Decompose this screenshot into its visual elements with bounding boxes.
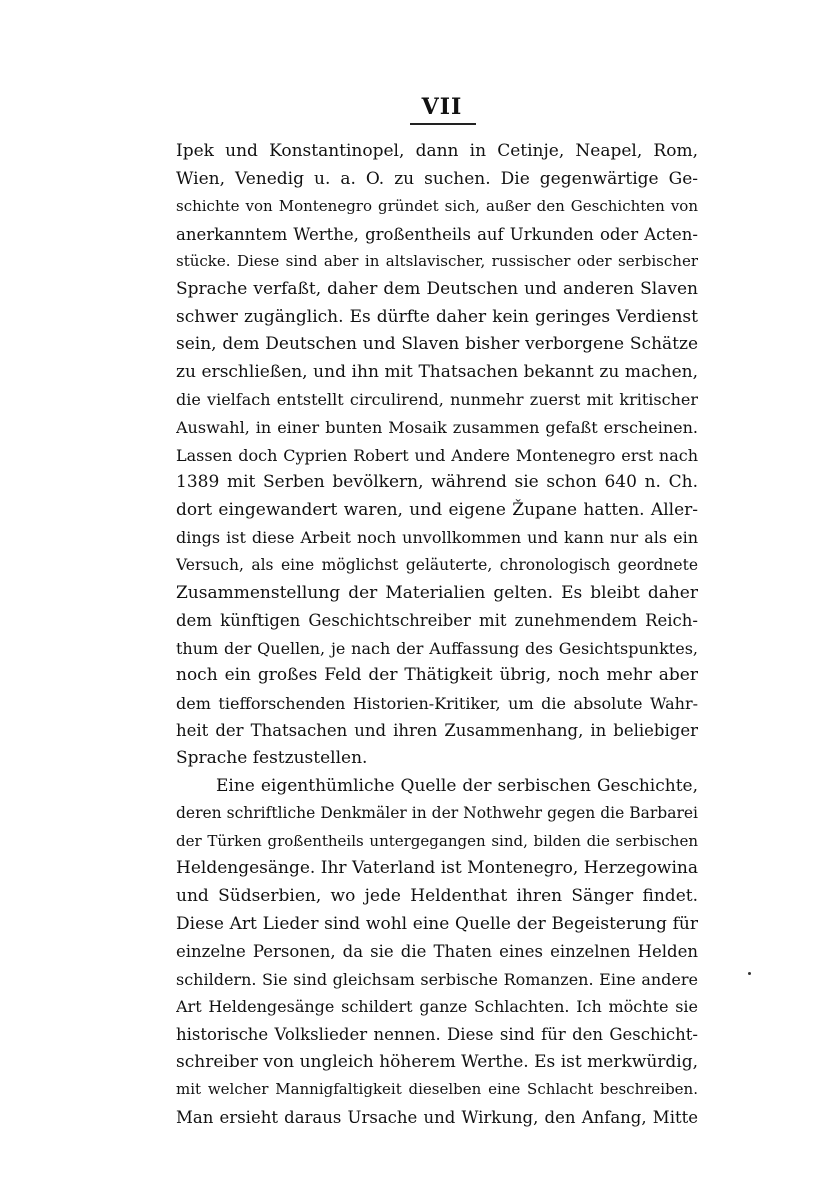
text-line: die vielfach entstellt circulirend, nunmehr zuerst mit kritischer	[176, 390, 698, 410]
text-line: dem künftigen Geschichtschreiber mit zunehmendem Reich-	[176, 611, 698, 631]
text-line: der Türken großentheils untergegangen sind, bilden die serbischen	[176, 831, 698, 850]
text-line: dem tiefforschenden Historien-Kritiker, um die absolute Wahr-	[176, 693, 698, 713]
text-line: anerkanntem Werthe, großentheils auf Urkunden oder Acten-	[176, 224, 698, 244]
text-line: zu erschließen, und ihn mit Thatsachen bekannt zu machen,	[176, 361, 698, 382]
text-line: Auswahl, in einer bunten Mosaik zusammen gefaßt erscheinen.	[176, 417, 698, 437]
header-rule	[410, 123, 476, 125]
text-line: sein, dem Deutschen und Slaven bisher verborgene Schätze	[176, 334, 698, 355]
text-line: Wien, Venedig u. a. O. zu suchen. Die gegenwärtige Ge-	[176, 168, 698, 189]
paragraph-end-line: Sprache festzustellen.	[176, 748, 368, 769]
text-line: Versuch, als eine möglichst geläuterte, chronologisch geordnete	[176, 555, 698, 574]
text-line: schildern. Sie sind gleichsam serbische Romanzen. Eine andere	[176, 969, 698, 989]
text-line: schreiber von ungleich höherem Werthe. Es ist merkwürdig,	[176, 1051, 698, 1072]
text-line: stücke. Diese sind aber in altslavischer, russischer oder serbischer	[176, 252, 698, 271]
text-line: Diese Art Lieder sind wohl eine Quelle der Begeisterung für	[176, 913, 698, 934]
text-line: Heldengesänge. Ihr Vaterland ist Montenegro, Herzegowina	[176, 858, 698, 879]
text-line: Ipek und Konstantinopel, dann in Cetinje, Neapel, Rom,	[176, 141, 698, 161]
text-line: Lassen doch Cyprien Robert und Andere Montenegro erst nach	[176, 445, 698, 465]
text-line: dort eingewandert waren, und eigene Župane hatten. Aller-	[176, 499, 698, 520]
text-line: Man ersieht daraus Ursache und Wirkung, den Anfang, Mitte	[176, 1107, 698, 1127]
text-line: Art Heldengesänge schildert ganze Schlachten. Ich möchte sie	[176, 997, 698, 1017]
text-line: 1389 mit Serben bevölkern, während sie schon 640 n. Ch.	[176, 472, 698, 493]
paragraph-start-line: Eine eigenthümliche Quelle der serbischen Geschichte,	[216, 775, 698, 796]
text-line: dings ist diese Arbeit noch unvollkommen und kann nur als ein	[176, 528, 698, 548]
text-line: Sprache verfaßt, daher dem Deutschen und anderen Slaven	[176, 278, 698, 299]
text-line: einzelne Personen, da sie die Thaten eines einzelnen Helden	[176, 942, 698, 962]
text-line: historische Volkslieder nennen. Diese sind für den Geschicht-	[176, 1025, 698, 1044]
body-text	[176, 138, 698, 1131]
text-line: Zusammenstellung der Materialien gelten. Es bleibt daher	[176, 582, 698, 603]
text-line: mit welcher Mannigfaltigkeit dieselben eine Schlacht beschreiben.	[176, 1080, 698, 1099]
text-line: heit der Thatsachen und ihren Zusammenhang, in beliebiger	[176, 721, 698, 741]
text-line: deren schriftliche Denkmäler in der Nothwehr gegen die Barbarei	[176, 804, 698, 823]
text-line: thum der Quellen, je nach der Auffassung des Gesichtspunktes,	[176, 638, 698, 658]
margin-speck	[748, 972, 751, 975]
text-line: und Südserbien, wo jede Heldenthat ihren Sänger findet.	[176, 886, 698, 907]
page-number: VII	[421, 94, 463, 120]
text-line: schwer zugänglich. Es dürfte daher kein geringes Verdienst	[176, 306, 698, 327]
text-line: noch ein großes Feld der Thätigkeit übrig, noch mehr aber	[176, 665, 698, 686]
text-line: schichte von Montenegro gründet sich, außer den Geschichten von	[176, 197, 698, 216]
